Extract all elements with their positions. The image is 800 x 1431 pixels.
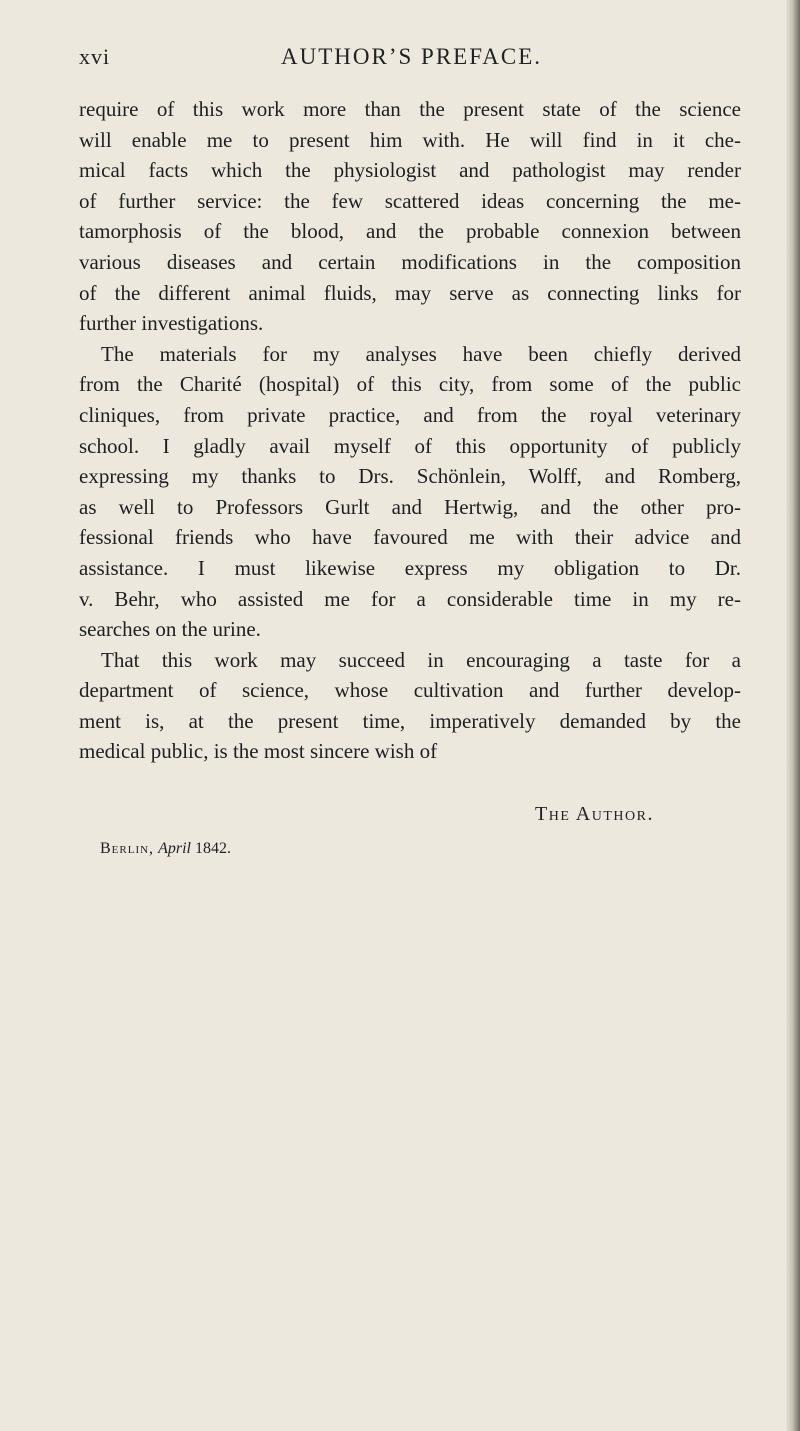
text-line: of the different animal fluids, may serve as connecting links for	[79, 280, 741, 305]
text-line: assistance. I must likewise express my obligation to Dr.	[79, 555, 741, 580]
text-line: tamorphosis of the blood, and the probable connexion between	[79, 219, 741, 244]
text-line: searches on the urine.	[79, 617, 261, 642]
text-line: will enable me to present him with. He will find in it che-	[79, 127, 741, 152]
preface-body	[79, 94, 741, 767]
running-title: AUTHOR’S PREFACE.	[281, 44, 543, 69]
text-line: department of science, whose cultivation and further develop-	[79, 678, 741, 703]
text-line: mical facts which the physiologist and pathologist may render	[79, 158, 741, 183]
text-line: medical public, is the most sincere wish of	[79, 739, 438, 764]
page-edge-shadow	[786, 0, 800, 1431]
paragraph-start-line: That this work may succeed in encouraging a taste for a	[101, 647, 741, 672]
page-header	[79, 44, 729, 74]
dateline-city: Berlin,	[100, 840, 155, 857]
text-line: of further service: the few scattered ideas concerning the me-	[79, 188, 741, 213]
text-line: v. Behr, who assisted me for a considerable time in my re-	[79, 586, 741, 611]
dateline-month: April	[158, 840, 191, 857]
text-line: fessional friends who have favoured me with their advice and	[79, 525, 741, 550]
dateline	[100, 840, 360, 858]
text-line: various diseases and certain modifications in the composition	[79, 249, 741, 274]
text-line: further investigations.	[79, 311, 264, 336]
paragraph-start-line: The materials for my analyses have been chiefly derived	[101, 341, 741, 366]
text-line: school. I gladly avail myself of this opportunity of publicly	[79, 433, 741, 458]
text-line: expressing my thanks to Drs. Schönlein, Wolff, and Romberg,	[79, 464, 741, 489]
text-line: cliniques, from private practice, and from the royal veterinary	[79, 402, 741, 427]
text-line: as well to Professors Gurlt and Hertwig, and the other pro-	[79, 494, 741, 519]
page-number: xvi	[79, 44, 111, 69]
text-line: ment is, at the present time, imperatively demanded by the	[79, 708, 741, 733]
dateline-year: 1842.	[194, 840, 231, 857]
text-line: require of this work more than the present state of the science	[79, 97, 741, 121]
text-line: from the Charité (hospital) of this city, from some of the public	[79, 372, 741, 397]
author-signature: The Author.	[535, 803, 654, 825]
